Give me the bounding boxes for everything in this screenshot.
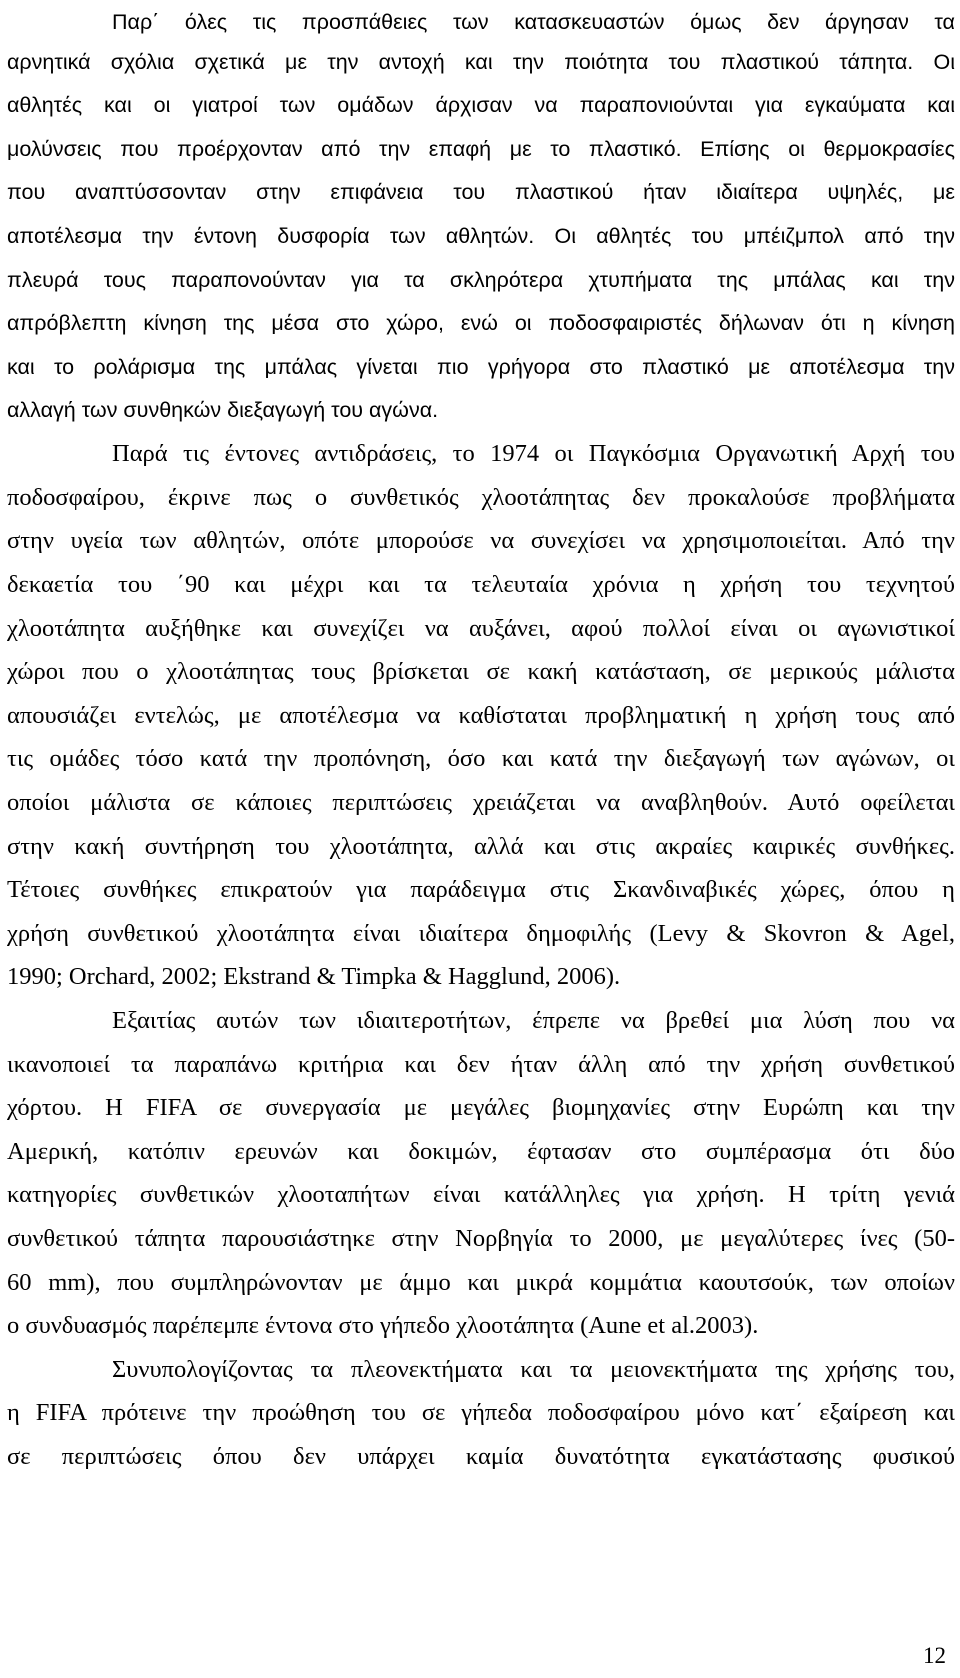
text-line: οποίοι μάλιστα σε κάποιες περιπτώσεις χρειάζεται να αναβληθούν. Αυτό οφείλεται <box>7 789 955 816</box>
text-line: που αναπτύσσονταν στην επιφάνεια του πλαστικού ήταν ιδιαίτερα υψηλές, με <box>7 180 955 204</box>
text-line: δεκαετία του ΄90 και μέχρι και τα τελευταία χρόνια η χρήση του τεχνητού <box>7 571 955 598</box>
text-line: μολύνσεις που προέρχονταν από την επαφή με το πλαστικό. Επίσης οι θερμοκρασίες <box>7 137 955 161</box>
page-number: 12 <box>923 1643 946 1668</box>
text-line: πλευρά τους παραπονούνταν για τα σκληρότερα χτυπήματα της μπάλας και την <box>7 268 955 292</box>
text-line: αθλητές και οι γιατροί των ομάδων άρχισαν να παραπονιούνται για εγκαύματα και <box>7 93 955 117</box>
text-line: χλοοτάπητα αυξήθηκε και συνεχίζει να αυξάνει, αφού πολλοί είναι οι αγωνιστικοί <box>7 615 955 642</box>
text-line: Εξαιτίας αυτών των ιδιαιτεροτήτων, έπρεπε να βρεθεί μια λύση που να <box>112 1007 955 1034</box>
text-line: Συνυπολογίζοντας τα πλεονεκτήματα και τα μειονεκτήματα της χρήσης του, <box>112 1356 955 1383</box>
text-line: Παρ΄ όλες τις προσπάθειες των κατασκευαστών όμως δεν άργησαν τα <box>112 10 955 34</box>
text-line: Αμερική, κατόπιν ερευνών και δοκιμών, έφτασαν στο συμπέρασμα ότι δύο <box>7 1138 955 1165</box>
text-line: τις ομάδες τόσο κατά την προπόνηση, όσο και κατά την διεξαγωγή των αγώνων, οι <box>7 745 955 772</box>
text-line: χόρτου. Η FIFA σε συνεργασία με μεγάλες βιομηχανίες στην Ευρώπη και την <box>7 1094 955 1121</box>
text-line: και το ρολάρισμα της μπάλας γίνεται πιο γρήγορα στο πλαστικό με αποτέλεσμα την <box>7 355 955 379</box>
text-line: στην κακή συντήρηση του χλοοτάπητα, αλλά και στις ακραίες καιρικές συνθήκες. <box>7 833 955 860</box>
text-line: απουσιάζει εντελώς, με αποτέλεσμα να καθίσταται προβληματική η χρήση τους από <box>7 702 955 729</box>
text-line: ο συνδυασμός παρέπεμπε έντονα στο γήπεδο χλοοτάπητα (Aune et al.2003). <box>7 1312 759 1339</box>
text-line: αλλαγή των συνθηκών διεξαγωγή του αγώνα. <box>7 398 439 422</box>
text-line: η FIFA πρότεινε την προώθηση του σε γήπεδα ποδοσφαίρου μόνο κατ΄ εξαίρεση και <box>7 1399 955 1426</box>
text-line: ποδοσφαίρου, έκρινε πως ο συνθετικός χλοοτάπητας δεν προκαλούσε προβλήματα <box>7 484 955 511</box>
text-line: κατηγορίες συνθετικών χλοοταπήτων είναι κατάλληλες για χρήση. Η τρίτη γενιά <box>7 1181 955 1208</box>
text-line: αρνητικά σχόλια σχετικά με την αντοχή και την ποιότητα του πλαστικού τάπητα. Οι <box>7 50 955 74</box>
text-line: στην υγεία των αθλητών, οπότε μπορούσε να συνεχίσει να χρησιμοποιείται. Από την <box>7 527 955 554</box>
text-line: ικανοποιεί τα παραπάνω κριτήρια και δεν ήταν άλλη από την χρήση συνθετικού <box>7 1051 955 1078</box>
text-line: χώροι που ο χλοοτάπητας τους βρίσκεται σε κακή κατάσταση, σε μερικούς μάλιστα <box>7 658 955 685</box>
text-line: αποτέλεσμα την έντονη δυσφορία των αθλητών. Οι αθλητές του μπέιζμπολ από την <box>7 224 955 248</box>
text-line: συνθετικού τάπητα παρουσιάστηκε στην Νορβηγία το 2000, με μεγαλύτερες ίνες (50- <box>7 1225 955 1252</box>
text-line: Τέτοιες συνθήκες επικρατούν για παράδειγμα στις Σκανδιναβικές χώρες, όπου η <box>7 876 955 903</box>
text-line: 1990; Orchard, 2002; Ekstrand & Timpka & Hagglund, 2006). <box>7 963 621 990</box>
text-line: απρόβλεπτη κίνηση της μέσα στο χώρο, ενώ οι ποδοσφαιριστές δήλωναν ότι η κίνηση <box>7 311 955 335</box>
text-line: Παρά τις έντονες αντιδράσεις, το 1974 οι Παγκόσμια Οργανωτική Αρχή του <box>112 440 955 467</box>
text-line: χρήση συνθετικού χλοοτάπητα είναι ιδιαίτερα δημοφιλής (Levy & Skovron & Agel, <box>7 920 955 947</box>
text-line: 60 mm), που συμπληρώνονταν με άμμο και μικρά κομμάτια καουτσούκ, των οποίων <box>7 1269 955 1296</box>
text-line: σε περιπτώσεις όπου δεν υπάρχει καμία δυνατότητα εγκατάστασης φυσικού <box>7 1443 955 1470</box>
